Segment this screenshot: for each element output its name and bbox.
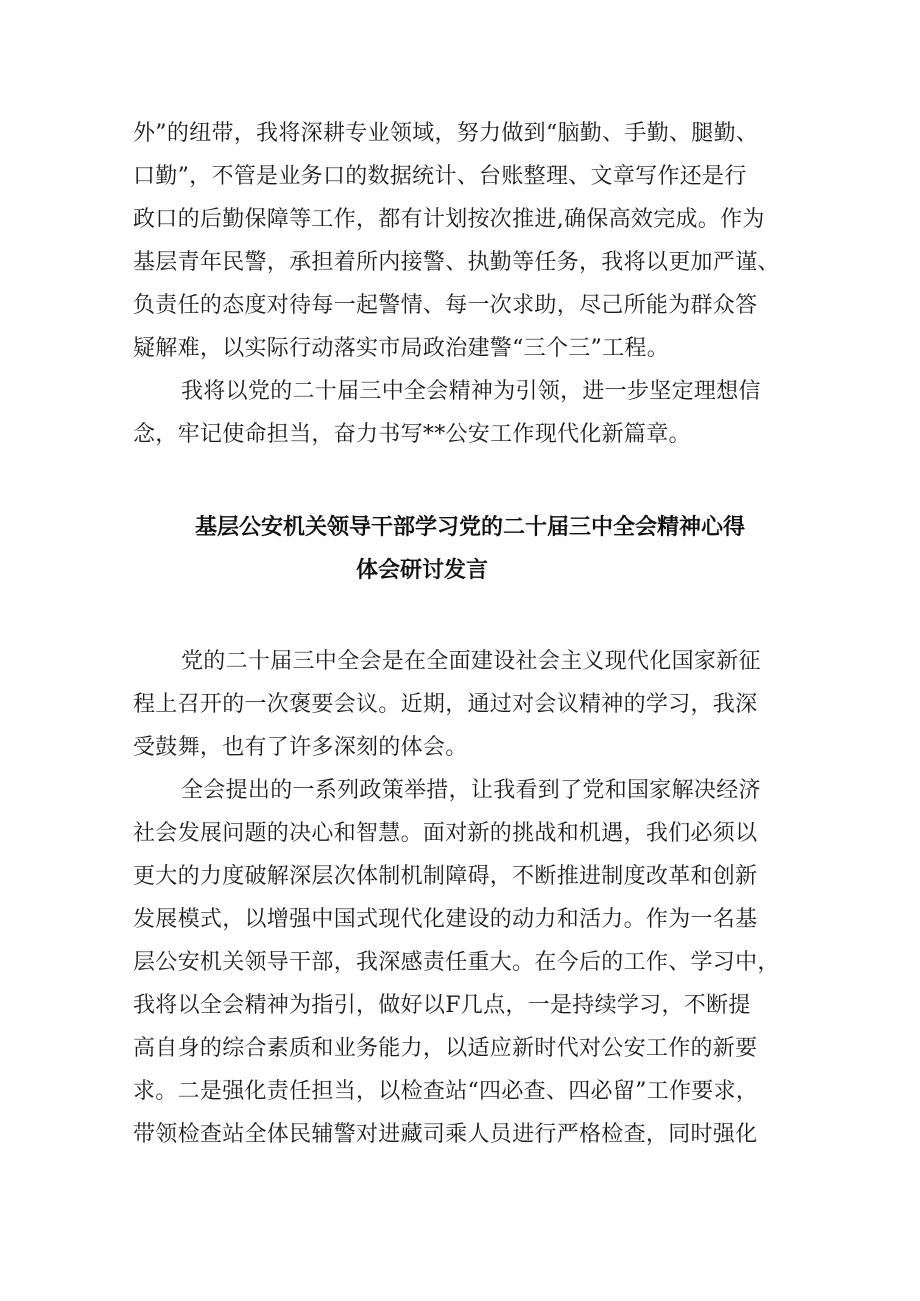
- text-line: 疑解难，以实际行动落实市局政治建警“三个三”工程。: [133, 336, 669, 361]
- text-line: 带领检查站全体民辅警对进藏司乘人员进行严格检查，同时强化: [133, 1122, 758, 1147]
- text-line: 我将以党的二十届三中全会精神为引领，进一步坚定理想信: [181, 379, 761, 404]
- text-line: 更大的力度破解深层次体制机制障碍，不断推进制度改革和创新: [133, 864, 758, 889]
- text-line: 政口的后勤保障等工作，都有计划按次推进,确保高效完成。作为: [133, 207, 765, 232]
- text-line: 高自身的综合素质和业务能力，以适应新时代对公安工作的新要: [133, 1036, 758, 1061]
- text-line: 社会发展问题的决心和智慧。面对新的挑战和机遇，我们必须以: [133, 821, 758, 846]
- text-line: 程上召开的一次褒要会议。近期，通过对会议精神的学习，我深: [133, 692, 758, 717]
- text-line: 基层青年民警，承担着所内接警、执勤等任务，我将以更加严谨、: [133, 250, 780, 275]
- text-line: 发展模式，以增强中国式现代化建设的动力和活力。作为一名基: [133, 907, 758, 932]
- text-line: 层公安机关领导干部，我深感责任重大。在今后的工作、学习中，: [133, 950, 780, 975]
- text-line: 求。二是强化责任担当，以检查站“四必查、四必留”工作要求，: [133, 1079, 759, 1104]
- article-title-line-2: 体会研讨发言: [356, 558, 489, 583]
- text-line: 全会提出的一系列政策举措，让我看到了党和国家解决经济: [181, 778, 761, 803]
- article-title-line-1: 基层公安机关领导干部学习党的二十届三中全会精神心得: [195, 515, 746, 540]
- text-line: 我将以全会精神为指引，做好以F几点，一是持续学习，不断提: [133, 993, 751, 1018]
- text-line: 党的二十届三中全会是在全面建设社会主义现代化国家新征: [181, 649, 761, 674]
- text-line: 受鼓舞，也有了许多深刻的体会。: [133, 735, 468, 760]
- text-line: 口勤”，不管是业务口的数据统计、台账整理、文章写作还是行: [133, 164, 747, 189]
- text-line: 负责任的态度对待每一起警情、每一次求助，尽己所能为群众答: [133, 293, 758, 318]
- text-line: 外”的纽带，我将深耕专业领域，努力做到“脑勤、手勤、腿勤、: [133, 121, 759, 146]
- text-line: 念，牢记使命担当，奋力书写**公安工作现代化新篇章。: [133, 422, 691, 447]
